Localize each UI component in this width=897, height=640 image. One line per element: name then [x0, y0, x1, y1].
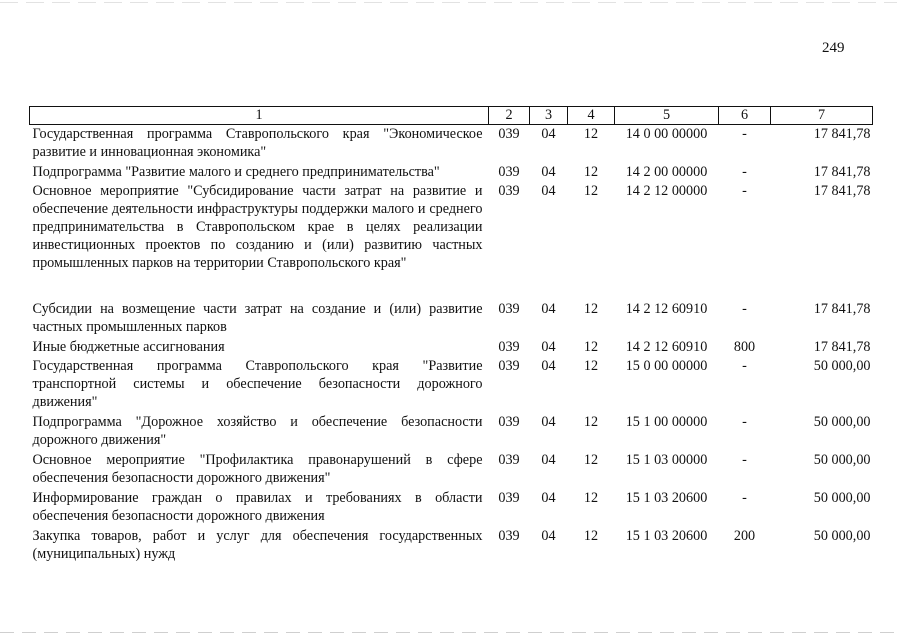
header-col-2: 2 [489, 107, 530, 125]
row-section: 04 [541, 338, 556, 355]
row-section: 04 [541, 126, 556, 142]
row-subsection: 12 [583, 338, 599, 355]
table-body [30, 125, 873, 565]
row-subsection: 12 [583, 300, 599, 317]
row-ministry: 039 [498, 451, 520, 468]
row-name: Государственная программа Ставропольского края "Развитие транспортной системы и обеспечение безопасности дорожного движения" [32, 357, 483, 410]
row-name: Субсидии на возмещение части затрат на создание и (или) развитие частных промышленных парков [32, 300, 483, 335]
page-number: 249 [822, 40, 845, 56]
scan-edge-bottom [0, 632, 897, 633]
row-name: Основное мероприятие "Профилактика правонарушений в сфере обеспечения безопасности дорожного движения" [32, 451, 483, 486]
row-target: 15 1 03 00000 [625, 451, 708, 468]
row-sum: 50 000,00 [813, 357, 871, 374]
header-col-3: 3 [530, 107, 568, 125]
table-row [30, 182, 873, 300]
row-section: 04 [541, 357, 556, 374]
row-subsection: 12 [583, 451, 599, 468]
row-ministry: 039 [498, 126, 520, 142]
table-row [30, 163, 873, 182]
row-target: 15 1 00 00000 [625, 413, 708, 430]
row-subsection: 12 [583, 182, 599, 199]
row-expense-type: - [742, 413, 747, 430]
row-ministry: 039 [498, 163, 520, 180]
row-ministry: 039 [498, 489, 520, 506]
table-header [30, 107, 873, 125]
row-expense-type: - [742, 126, 747, 142]
row-sum: 17 841,78 [813, 126, 871, 142]
row-expense-type: - [742, 163, 747, 180]
row-section: 04 [541, 300, 556, 317]
row-expense-type: - [742, 489, 747, 506]
header-col-4: 4 [568, 107, 615, 125]
scan-edge-top [0, 2, 897, 3]
row-ministry: 039 [498, 338, 520, 355]
table-row [30, 451, 873, 489]
row-expense-type: 800 [733, 338, 756, 355]
row-target: 15 1 03 20600 [625, 527, 708, 544]
row-section: 04 [541, 163, 556, 180]
row-ministry: 039 [498, 182, 520, 199]
row-expense-type: - [742, 451, 747, 468]
row-sum: 17 841,78 [813, 338, 871, 355]
row-subsection: 12 [583, 489, 599, 506]
row-section: 04 [541, 413, 556, 430]
row-target: 15 0 00 00000 [625, 357, 708, 374]
budget-table [29, 106, 873, 565]
row-sum: 17 841,78 [813, 300, 871, 317]
row-sum: 50 000,00 [813, 527, 871, 544]
table-row [30, 338, 873, 357]
header-col-7: 7 [771, 107, 873, 125]
header-col-6: 6 [719, 107, 771, 125]
table-row [30, 413, 873, 451]
row-name: Подпрограмма "Дорожное хозяйство и обеспечение безопасности дорожного движения" [32, 413, 483, 448]
row-name: Информирование граждан о правилах и требованиях в области обеспечения безопасности дорожного движения [32, 489, 483, 524]
row-section: 04 [541, 182, 556, 199]
row-target: 14 2 00 00000 [625, 163, 708, 180]
row-name: Закупка товаров, работ и услуг для обеспечения государственных (муниципальных) нужд [32, 527, 483, 562]
row-name: Государственная программа Ставропольского края "Экономическое развитие и инновационная экономика" [32, 126, 483, 160]
header-col-5: 5 [615, 107, 719, 125]
table-row [30, 357, 873, 413]
row-ministry: 039 [498, 300, 520, 317]
row-expense-type: - [742, 182, 747, 199]
row-sum: 17 841,78 [813, 163, 871, 180]
row-target: 14 2 12 60910 [625, 338, 708, 355]
row-ministry: 039 [498, 357, 520, 374]
row-section: 04 [541, 489, 556, 506]
row-sum: 17 841,78 [813, 182, 871, 199]
row-subsection: 12 [583, 126, 599, 142]
row-target: 14 2 12 60910 [625, 300, 708, 317]
row-target: 14 0 00 00000 [625, 126, 708, 142]
row-ministry: 039 [498, 527, 520, 544]
row-expense-type: - [742, 300, 747, 317]
row-sum: 50 000,00 [813, 451, 871, 468]
table-row [30, 125, 873, 163]
table-row [30, 489, 873, 527]
row-sum: 50 000,00 [813, 413, 871, 430]
row-name: Иные бюджетные ассигнования [32, 338, 225, 355]
row-subsection: 12 [583, 163, 599, 180]
row-sum: 50 000,00 [813, 489, 871, 506]
header-col-1: 1 [30, 107, 489, 125]
row-name: Подпрограмма "Развитие малого и среднего предпринимательства" [32, 163, 440, 180]
row-subsection: 12 [583, 413, 599, 430]
row-subsection: 12 [583, 527, 599, 544]
row-target: 15 1 03 20600 [625, 489, 708, 506]
row-section: 04 [541, 527, 556, 544]
row-name: Основное мероприятие "Субсидирование части затрат на развитие и обеспечение деятельности инфраструктуры поддержки малого и среднего предпринимательства в Ставропольском крае в целях реализации инвестиционных проектов по созданию и (или) развитию частных промышленных парков на территории Ставропольского края" [32, 182, 483, 271]
row-ministry: 039 [498, 413, 520, 430]
row-expense-type: - [742, 357, 747, 374]
table-row [30, 300, 873, 338]
table-row [30, 527, 873, 565]
row-subsection: 12 [583, 357, 599, 374]
row-section: 04 [541, 451, 556, 468]
row-expense-type: 200 [733, 527, 756, 544]
row-target: 14 2 12 00000 [625, 182, 708, 199]
